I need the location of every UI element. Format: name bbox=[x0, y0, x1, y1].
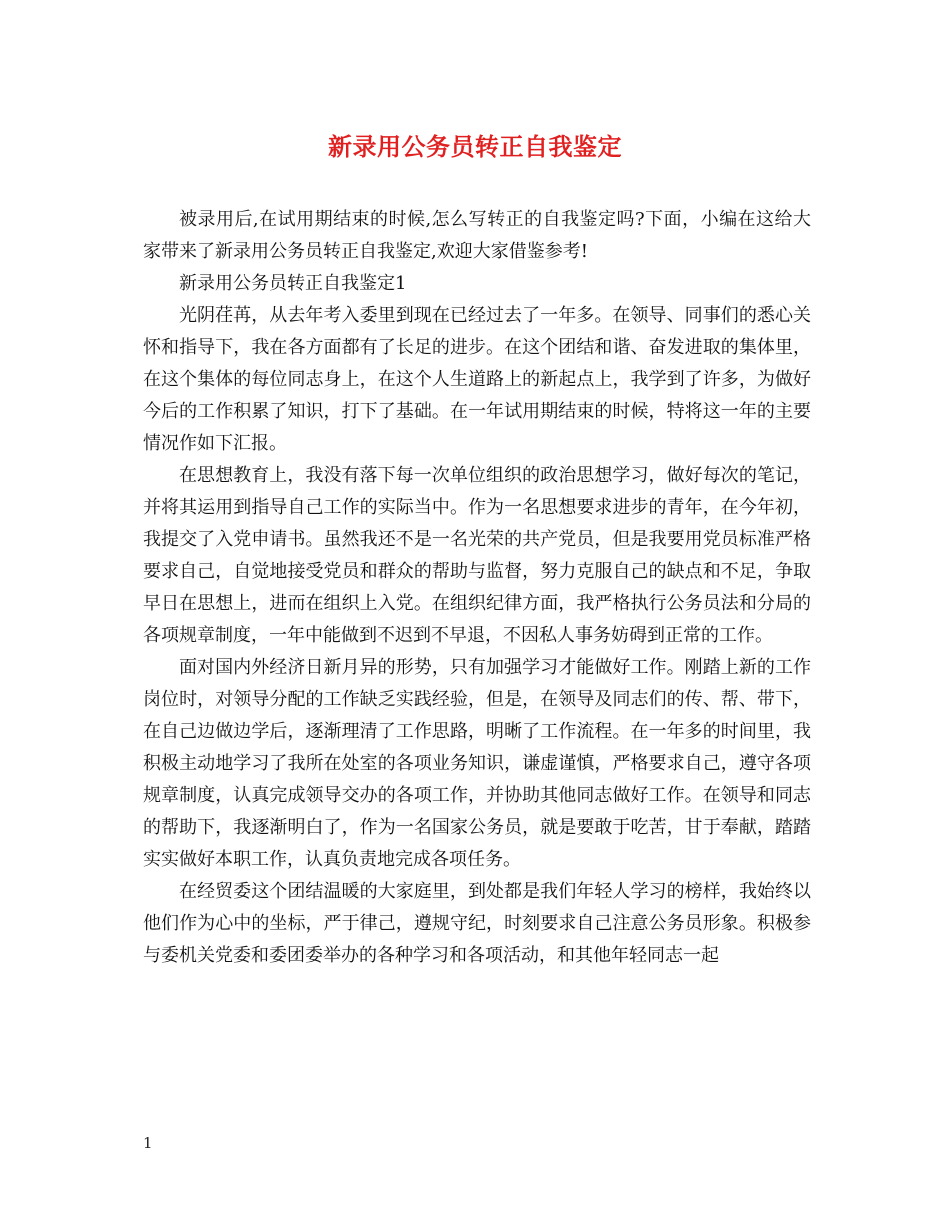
body-paragraph: 在经贸委这个团结温暖的大家庭里，到处都是我们年轻人学习的榜样，我始终以他们作为心中的坐标，严于律己，遵规守纪，时刻要求自己注意公务员形象。积极参与委机关党委和委团委举办的各种学习和各项活动，和其他年轻同志一起 bbox=[143, 881, 811, 966]
page-title: 新录用公务员转正自我鉴定 bbox=[328, 133, 622, 161]
section-heading: 新录用公务员转正自我鉴定1 bbox=[179, 273, 407, 294]
body-paragraph: 面对国内外经济日新月异的形势，只有加强学习才能做好工作。刚踏上新的工作岗位时，对领导分配的工作缺乏实践经验，但是，在领导及同志们的传、帮、带下，在自己边做边学后，逐渐理清了工作思路，明晰了工作流程。在一年多的时间里，我积极主动地学习了我所在处室的各项业务知识，谦虚谨慎，严格要求自己，遵守各项规章制度，认真完成领导交办的各项工作，并协助其他同志做好工作。在领导和同志的帮助下，我逐渐明白了，作为一名国家公务员，就是要敢于吃苦，甘于奉献，踏踏实实做好本职工作，认真负责地完成各项任务。 bbox=[143, 657, 811, 870]
body-paragraph: 在思想教育上，我没有落下每一次单位组织的政治思想学习，做好每次的笔记，并将其运用到指导自己工作的实际当中。作为一名思想要求进步的青年，在今年初，我提交了入党申请书。虽然我还不是一名光荣的共产党员，但是我要用党员标准严格要求自己，自觉地接受党员和群众的帮助与监督，努力克服自己的缺点和不足，争取早日在思想上，进而在组织上入党。在组织纪律方面，我严格执行公务员法和分局的各项规章制度，一年中能做到不迟到不早退，不因私人事务妨碍到正常的工作。 bbox=[143, 465, 811, 646]
page-number: 1 bbox=[143, 1134, 153, 1152]
body-paragraph: 光阴荏苒，从去年考入委里到现在已经过去了一年多。在领导、同事们的悉心关怀和指导下，我在各方面都有了长足的进步。在这个团结和谐、奋发进取的集体里，在这个集体的每位同志身上，在这个人生道路上的新起点上，我学到了许多，为做好今后的工作积累了知识，打下了基础。在一年试用期结束的时候，特将这一年的主要情况作如下汇报。 bbox=[143, 305, 811, 454]
intro-paragraph: 被录用后,在试用期结束的时候,怎么写转正的自我鉴定吗?下面，小编在这给大家带来了新录用公务员转正自我鉴定,欢迎大家借鉴参考! bbox=[143, 209, 811, 262]
document-body bbox=[143, 204, 811, 972]
